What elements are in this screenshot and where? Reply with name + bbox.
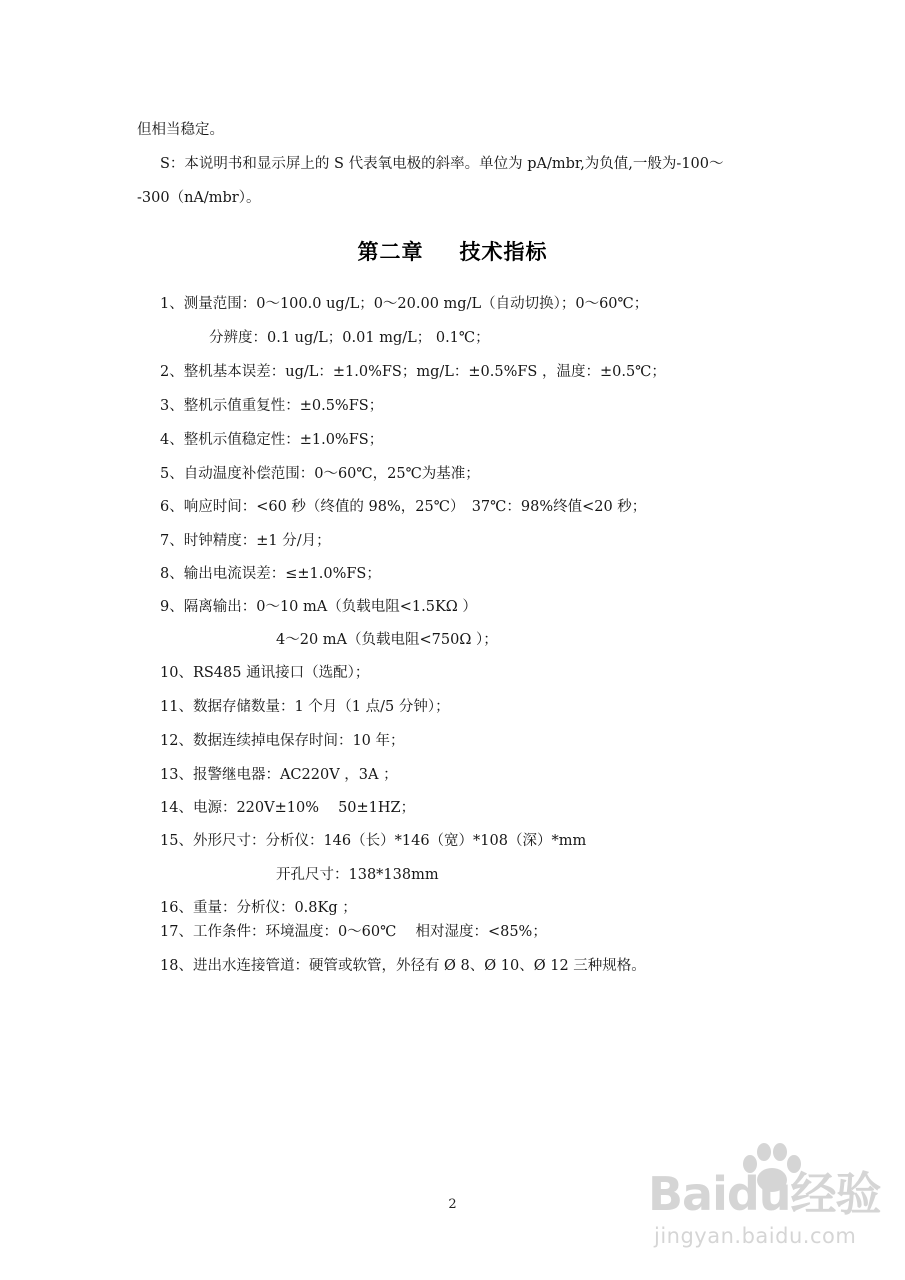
spec-item: 4～20 mA（负载电阻<750Ω ）； [276,632,498,648]
spec-item: 12、数据连续掉电保存时间：10 年； [160,733,405,749]
intro-line-3: -300（nA/mbr）。 [137,190,261,206]
spec-item: 6、响应时间：<60 秒（终值的 98%，25℃） 37℃：98%终值<20 秒； [160,499,647,515]
spec-item: 7、时钟精度：±1 分/月； [160,533,331,549]
spec-item: 9、隔离输出：0～10 mA（负载电阻<1.5KΩ ） [160,599,477,615]
spec-item: 17、工作条件：环境温度：0～60℃ 相对湿度：<85%； [160,924,547,940]
chapter-heading [0,236,905,266]
spec-item: 4、整机示值稳定性：±1.0%FS； [160,432,384,448]
spec-item: 14、电源：220V±10% 50±1HZ； [160,800,416,816]
spec-item: 16、重量：分析仪：0.8Kg ； [160,900,357,916]
spec-item: 1、测量范围：0～100.0 ug/L；0～20.00 mg/L（自动切换）；0～60℃； [160,296,649,312]
spec-item: 3、整机示值重复性：±0.5%FS； [160,398,384,414]
page-number: 2 [448,1197,457,1212]
chapter-number: 第二章 [357,240,424,264]
intro-line-2: S：本说明书和显示屏上的 S 代表氧电极的斜率。单位为 pA/mbr,为负值,一般为-100～ [160,156,724,172]
spec-item: 13、报警继电器：AC220V ，3A ； [160,767,398,783]
intro-line-1: 但相当稳定。 [137,122,224,138]
spec-item: 10、RS485 通讯接口（选配）； [160,665,370,681]
watermark-brand: Baidu经验 [648,1167,881,1221]
spec-item: 2、整机基本误差：ug/L：±1.0%FS；mg/L：±0.5%FS ，温度：±0.5℃； [160,364,666,380]
spec-item: 开孔尺寸：138*138mm [276,867,439,883]
spec-item: 8、输出电流误差：≤±1.0%FS； [160,566,381,582]
chapter-title: 技术指标 [459,240,548,264]
spec-item: 15、外形尺寸：分析仪：146（长）*146（宽）*108（深）*mm [160,833,587,849]
spec-item: 11、数据存储数量：1 个月（1 点/5 分钟）； [160,699,450,715]
baidu-jingyan-watermark [640,1140,890,1270]
watermark-url: jingyan.baidu.com [654,1224,857,1248]
spec-item: 分辨度：0.1 ug/L；0.01 mg/L； 0.1℃； [209,330,490,346]
spec-item: 5、自动温度补偿范围：0～60℃，25℃为基准； [160,466,480,482]
spec-item: 18、进出水连接管道：硬管或软管，外径有 Ø 8、Ø 10、Ø 12 三种规格。 [160,958,646,974]
